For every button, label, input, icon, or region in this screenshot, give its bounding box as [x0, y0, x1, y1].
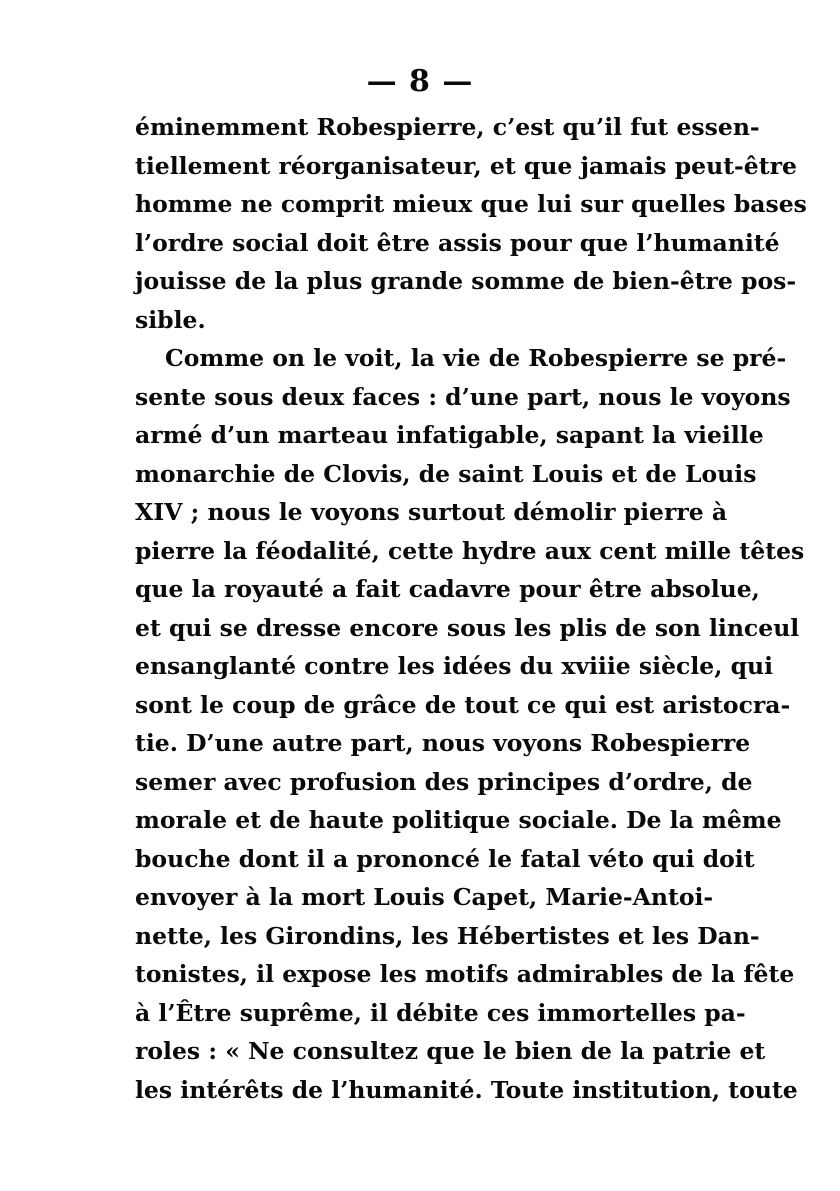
text-line: sente sous deux faces : d’une part, nous le voyons — [135, 382, 791, 411]
text-line: semer avec profusion des principes d’ordre, de — [135, 767, 753, 796]
paragraph-start-line: Comme on le voit, la vie de Robespierre se pré- — [165, 344, 787, 372]
text-line: tiellement réorganisateur, et que jamais peut-être — [135, 151, 797, 180]
text-line: homme ne comprit mieux que lui sur quelles bases — [135, 190, 807, 218]
text-line: morale et de haute politique sociale. De la même — [135, 806, 782, 834]
page-number: — 8 — — [366, 64, 474, 99]
text-line: jouisse de la plus grande somme de bien-être pos- — [135, 267, 797, 295]
text-line: sont le coup de grâce de tout ce qui est aristocra- — [135, 690, 791, 719]
text-line: l’ordre social doit être assis pour que l’humanité — [135, 228, 780, 257]
text-line: armé d’un marteau infatigable, sapant la vieille — [135, 421, 764, 449]
text-line: XIV ; nous le voyons surtout démolir pierre à — [135, 498, 728, 526]
text-line: éminemment Robespierre, c’est qu’il fut essen- — [135, 113, 760, 141]
text-line: bouche dont il a prononcé le fatal véto qui doit — [135, 844, 755, 873]
text-line: ensanglanté contre les idées du xviiie siècle, qui — [135, 652, 774, 680]
text-line: sible. — [135, 305, 206, 334]
text-line: nette, les Girondins, les Hébertistes et les Dan- — [135, 921, 760, 950]
body-text — [135, 108, 807, 1109]
text-line: tonistes, il expose les motifs admirables de la fête — [135, 960, 795, 988]
text-line: et qui se dresse encore sous les plis de son linceul — [135, 613, 800, 642]
text-line: à l’Être suprême, il débite ces immortelles pa- — [135, 998, 746, 1027]
text-line: envoyer à la mort Louis Capet, Marie-Antoi- — [135, 883, 714, 911]
text-line: roles : « Ne consultez que le bien de la patrie et — [135, 1037, 766, 1065]
text-line: pierre la féodalité, cette hydre aux cent mille têtes — [135, 536, 805, 565]
text-line: tie. D’une autre part, nous voyons Robespierre — [135, 729, 751, 757]
text-line: les intérêts de l’humanité. Toute institution, toute — [135, 1075, 798, 1104]
text-line: que la royauté a fait cadavre pour être absolue, — [135, 575, 760, 603]
text-line: monarchie de Clovis, de saint Louis et de Louis — [135, 459, 757, 488]
